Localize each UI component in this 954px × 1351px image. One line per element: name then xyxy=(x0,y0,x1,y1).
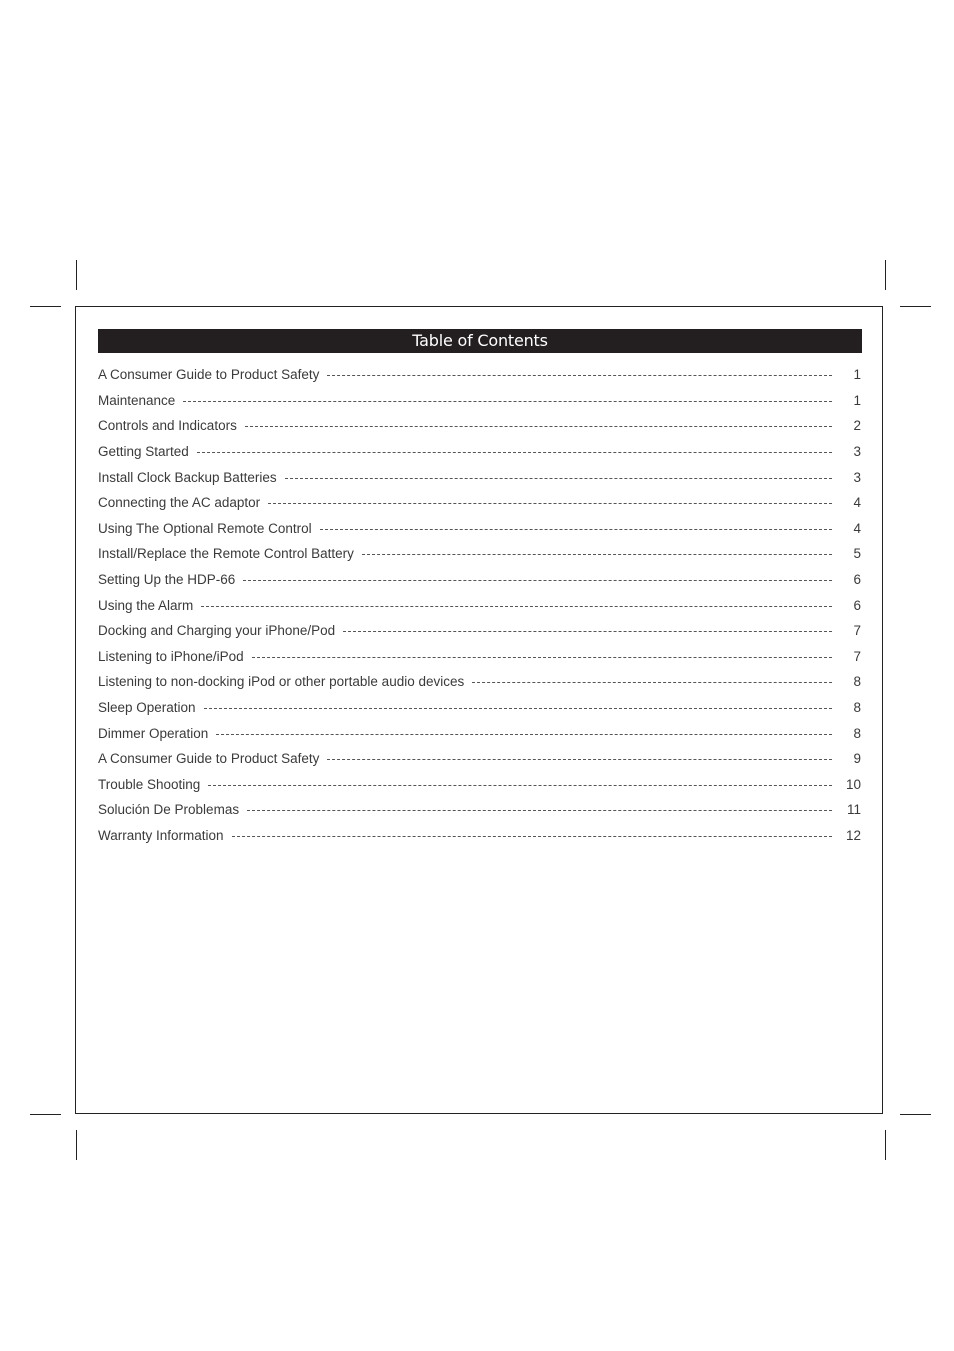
dot-leader xyxy=(320,529,832,530)
toc-entry[interactable] xyxy=(98,669,861,695)
dot-leader xyxy=(197,452,832,453)
toc-entry-label: Trouble Shooting xyxy=(98,776,201,792)
toc-entry-label: Controls and Indicators xyxy=(98,418,237,434)
toc-entry-label: Warranty Information xyxy=(98,827,224,843)
toc-entry[interactable] xyxy=(98,823,861,849)
toc-entry-page: 6 xyxy=(853,597,861,613)
toc-entry-page: 1 xyxy=(853,367,861,383)
toc-entry-label: Dimmer Operation xyxy=(98,725,209,741)
toc-entry-page: 2 xyxy=(853,418,861,434)
toc-entry[interactable] xyxy=(98,541,861,567)
crop-mark xyxy=(885,260,886,290)
dot-leader xyxy=(327,375,832,376)
toc-entry[interactable] xyxy=(98,567,861,593)
dot-leader xyxy=(268,503,832,504)
dot-leader xyxy=(243,580,832,581)
crop-mark xyxy=(30,1114,61,1115)
toc-entry-page: 10 xyxy=(845,776,861,792)
toc-entry[interactable] xyxy=(98,490,861,516)
crop-mark xyxy=(900,1114,931,1115)
toc-entry[interactable] xyxy=(98,464,861,490)
toc-entry-label: Install/Replace the Remote Control Battery xyxy=(98,546,354,562)
toc-entry[interactable] xyxy=(98,746,861,772)
crop-mark xyxy=(885,1130,886,1160)
dot-leader xyxy=(327,759,832,760)
toc-entry-label: Maintenance xyxy=(98,392,176,408)
toc-entry[interactable] xyxy=(98,695,861,721)
toc-entry-label: Docking and Charging your iPhone/Pod xyxy=(98,623,336,639)
toc-entry[interactable] xyxy=(98,797,861,823)
toc-entry-label: Using The Optional Remote Control xyxy=(98,520,312,536)
toc-entry-page: 1 xyxy=(853,392,861,408)
toc-entry-page: 3 xyxy=(853,444,861,460)
crop-mark xyxy=(900,306,931,307)
toc-entry[interactable] xyxy=(98,516,861,542)
toc-entry-page: 7 xyxy=(853,648,861,664)
toc-entry-page: 8 xyxy=(853,700,861,716)
toc-entry-page: 4 xyxy=(853,495,861,511)
toc-entry-label: Getting Started xyxy=(98,444,189,460)
toc-entry-page: 9 xyxy=(853,751,861,767)
toc-entry-page: 12 xyxy=(845,827,861,843)
dot-leader xyxy=(183,401,832,402)
dot-leader xyxy=(208,785,832,786)
toc-entry[interactable] xyxy=(98,720,861,746)
toc-entry-page: 7 xyxy=(853,623,861,639)
crop-mark xyxy=(76,260,77,290)
toc-entry-page: 8 xyxy=(853,725,861,741)
toc-entry-page: 3 xyxy=(853,469,861,485)
toc-entry-label: Solución De Problemas xyxy=(98,802,240,818)
toc-entry-label: Install Clock Backup Batteries xyxy=(98,469,277,485)
toc-entry-page: 6 xyxy=(853,572,861,588)
dot-leader xyxy=(201,606,832,607)
toc-entry-label: A Consumer Guide to Product Safety xyxy=(98,751,320,767)
toc-entry[interactable] xyxy=(98,362,861,388)
crop-mark xyxy=(30,306,61,307)
table-of-contents xyxy=(98,362,861,848)
toc-entry-label: Listening to iPhone/iPod xyxy=(98,648,244,664)
crop-mark xyxy=(76,1130,77,1160)
dot-leader xyxy=(216,734,832,735)
toc-entry-page: 8 xyxy=(853,674,861,690)
toc-entry-label: Setting Up the HDP-66 xyxy=(98,572,236,588)
dot-leader xyxy=(232,836,832,837)
toc-entry[interactable] xyxy=(98,772,861,798)
toc-entry[interactable] xyxy=(98,592,861,618)
toc-entry-label: Sleep Operation xyxy=(98,700,196,716)
toc-entry-label: A Consumer Guide to Product Safety xyxy=(98,367,320,383)
toc-entry[interactable] xyxy=(98,439,861,465)
toc-entry[interactable] xyxy=(98,388,861,414)
toc-entry-page: 5 xyxy=(853,546,861,562)
toc-entry[interactable] xyxy=(98,413,861,439)
toc-entry-page: 4 xyxy=(853,520,861,536)
page-title: Table of Contents xyxy=(98,329,862,353)
toc-entry-label: Using the Alarm xyxy=(98,597,194,613)
dot-leader xyxy=(245,426,832,427)
toc-entry[interactable] xyxy=(98,618,861,644)
dot-leader xyxy=(472,682,832,683)
dot-leader xyxy=(362,554,832,555)
dot-leader xyxy=(247,810,832,811)
dot-leader xyxy=(252,657,832,658)
toc-entry[interactable] xyxy=(98,644,861,670)
toc-entry-label: Connecting the AC adaptor xyxy=(98,495,261,511)
dot-leader xyxy=(285,478,832,479)
dot-leader xyxy=(343,631,832,632)
toc-entry-page: 11 xyxy=(846,802,861,818)
toc-entry-label: Listening to non-docking iPod or other portable audio devices xyxy=(98,674,465,690)
dot-leader xyxy=(204,708,832,709)
